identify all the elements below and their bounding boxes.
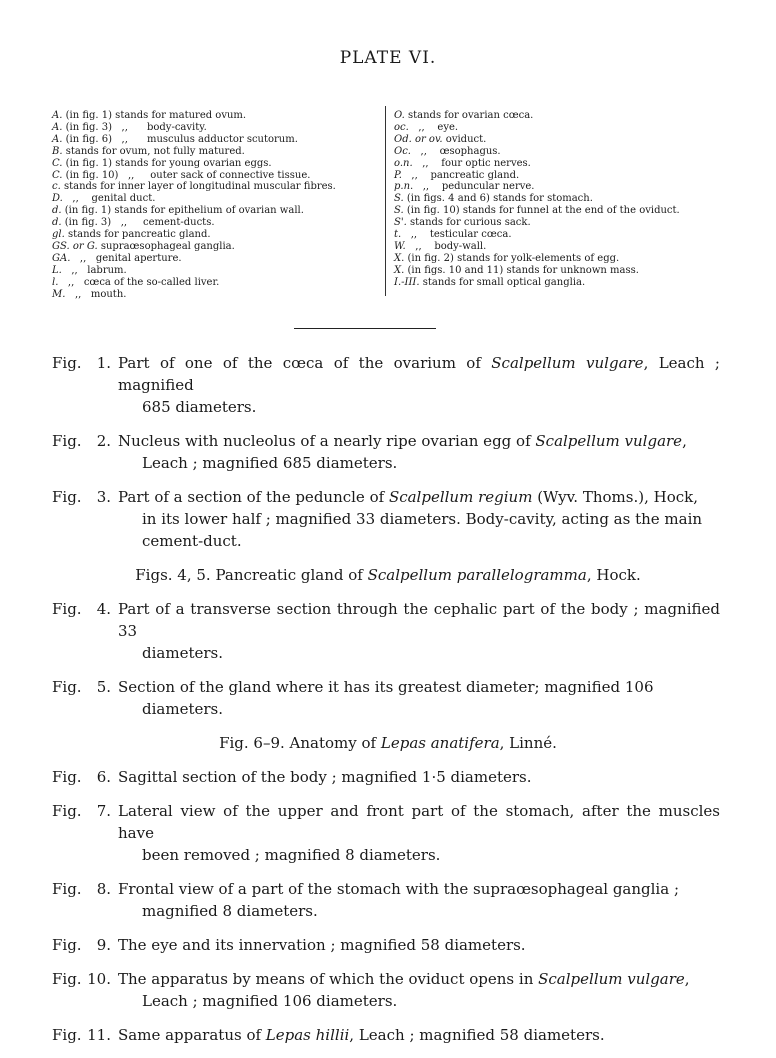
group-heading-figs-6-9 — [0, 732, 776, 754]
fig-number: 10. — [87, 970, 111, 988]
legend-abbreviation: S'. — [394, 217, 407, 229]
caption-text: Leach ; magnified 106 diameters. — [142, 992, 398, 1010]
legend-abbreviation: l. — [52, 276, 59, 288]
legend-description: oviduct. — [445, 133, 487, 145]
legend-abbreviation: C. — [52, 169, 63, 181]
species-name: Scalpellum vulgare — [538, 970, 685, 988]
legend-entry — [394, 193, 724, 205]
caption-fig-10 — [0, 968, 776, 1012]
legend-entry — [52, 229, 382, 241]
legend-description: (in fig. 1) stands for young ovarian eggs. — [65, 157, 272, 169]
legend-abbreviation: d. — [52, 217, 62, 229]
legend-description: (in fig. 10) stands for funnel at the end of the oviduct. — [406, 205, 680, 217]
fig-number: 6. — [96, 768, 111, 786]
legend-abbreviation: S. — [394, 205, 404, 217]
caption-text: , Leach ; magnified — [118, 354, 720, 394]
caption-fig-2 — [0, 430, 776, 474]
caption-text: , — [682, 432, 687, 450]
legend-entry — [394, 253, 724, 265]
caption-fig-6 — [0, 766, 776, 788]
fig-label: Fig. — [52, 1026, 82, 1044]
fig-label: Fig. — [52, 936, 82, 954]
legend-entry — [394, 158, 724, 170]
caption-text: , Leach ; magnified 58 diameters. — [349, 1026, 605, 1044]
fig-number: 9. — [96, 936, 111, 954]
legend-description: (in fig. 10) ,, outer sack of connective tissue. — [65, 169, 311, 181]
legend-entry — [52, 205, 382, 217]
fig-label: Fig. — [52, 768, 82, 786]
species-name: Scalpellum regium — [388, 488, 533, 506]
legend-entry — [52, 253, 382, 265]
legend-abbreviation: I.-III. — [394, 276, 420, 288]
legend-abbreviation: GA. — [52, 252, 71, 264]
caption-text: Nucleus with nucleolus of a nearly ripe ovarian egg of — [118, 432, 536, 450]
legend-abbreviation: X. — [394, 264, 405, 276]
caption-text: Leach ; magnified 685 diameters. — [142, 454, 398, 472]
legend-abbreviation: A. — [52, 110, 63, 121]
legend-right-column — [394, 110, 724, 289]
caption-text: , — [684, 970, 690, 988]
legend-entry — [52, 110, 382, 122]
legend-description: (in fig. 6) ,, musculus adductor scutorum. — [65, 133, 298, 145]
legend-entry — [52, 241, 382, 253]
legend-description: ,, four optic nerves. — [415, 157, 531, 169]
legend-description: ,, testicular cœca. — [404, 229, 512, 241]
legend-entry — [52, 289, 382, 301]
legend-entry — [394, 205, 724, 217]
legend-abbreviation: t. — [394, 229, 402, 241]
fig-label: Fig. — [52, 970, 82, 988]
species-name: Lepas anatifera — [380, 734, 500, 752]
legend-entry — [52, 146, 382, 158]
legend-abbreviation: S. — [394, 193, 404, 205]
fig-number: 4. — [96, 600, 111, 618]
legend-entry — [394, 110, 724, 122]
legend-description: stands for inner layer of longitudinal muscular fibres. — [63, 181, 336, 193]
legend-entry — [394, 170, 724, 182]
legend-abbreviation: W. — [394, 240, 406, 252]
legend-entry — [394, 122, 724, 134]
legend-left-column — [52, 110, 382, 301]
legend-description: stands for ovarian cœca. — [407, 110, 534, 121]
legend-abbreviation: L. — [52, 264, 62, 276]
legend-entry — [394, 265, 724, 277]
legend-abbreviation: A. — [52, 121, 63, 133]
legend-abbreviation: M. — [52, 288, 66, 300]
legend-description: (in fig. 2) stands for yolk-elements of egg. — [407, 252, 620, 264]
legend-entry — [394, 181, 724, 193]
fig-number: 7. — [96, 802, 111, 820]
legend-description: (in figs. 10 and 11) stands for unknown mass. — [407, 264, 639, 276]
section-rule — [294, 328, 436, 329]
legend-description: ,, body-wall. — [408, 240, 487, 252]
caption-fig-3 — [0, 486, 776, 552]
caption-text: Section of the gland where it has its greatest diameter; magnified 106 — [118, 678, 654, 696]
legend-entry — [52, 170, 382, 182]
heading-text: , Hock. — [586, 566, 641, 584]
caption-text: The eye and its innervation ; magnified 58 diameters. — [118, 936, 526, 954]
fig-label: Fig. — [52, 880, 82, 898]
legend-abbreviation: B. — [52, 145, 63, 157]
caption-text: Part of a section of the peduncle of — [118, 488, 389, 506]
legend-entry — [52, 265, 382, 277]
caption-text: Sagittal section of the body ; magnified 1·5 diameters. — [118, 768, 532, 786]
caption-text: Part of a transverse section through the cephalic part of the body ; magnified 33 — [118, 600, 720, 640]
legend-description: stands for ovum, not fully matured. — [65, 145, 245, 157]
legend-description: (in fig. 3) ,, body-cavity. — [65, 121, 207, 133]
legend-abbreviation: p.n. — [394, 181, 414, 193]
fig-label: Fig. — [52, 354, 82, 372]
legend-description: ,, pancreatic gland. — [405, 169, 520, 181]
legend-entry — [394, 134, 724, 146]
legend-description: stands for pancreatic gland. — [67, 229, 211, 241]
legend-entry — [394, 241, 724, 253]
fig-number: 1. — [96, 354, 111, 372]
caption-text: diameters. — [142, 644, 223, 662]
legend-entry — [394, 146, 724, 158]
legend-abbreviation: GS. or G. — [52, 240, 98, 252]
legend-description: (in fig. 1) stands for epithelium of ovarian wall. — [64, 205, 304, 217]
fig-label: Fig. — [52, 432, 82, 450]
fig-number: 5. — [96, 678, 111, 696]
legend-description: (in fig. 3) ,, cement-ducts. — [64, 217, 215, 229]
caption-text: 685 diameters. — [142, 398, 257, 416]
legend-abbreviation: Od. or ov. — [394, 133, 443, 145]
legend-description: (in figs. 4 and 6) stands for stomach. — [406, 193, 593, 205]
caption-text: Same apparatus of — [118, 1026, 266, 1044]
caption-text: cement-duct. — [142, 532, 242, 550]
fig-label: Fig. — [52, 678, 82, 696]
legend-entry — [394, 217, 724, 229]
caption-text: magnified 8 diameters. — [142, 902, 318, 920]
caption-fig-1 — [0, 352, 776, 418]
legend-description: ,, eye. — [412, 121, 459, 133]
species-name: Scalpellum vulgare — [491, 354, 644, 372]
legend-entry — [52, 277, 382, 289]
legend-description: stands for small optical ganglia. — [422, 276, 586, 288]
heading-text: Fig. 6–9. Anatomy of — [219, 734, 381, 752]
plate-title: PLATE VI. — [339, 48, 437, 68]
legend-entry — [52, 181, 382, 193]
caption-text: (Wyv. Thoms.), Hock, — [532, 488, 698, 506]
fig-number: 8. — [96, 880, 111, 898]
legend-description: ,, cœca of the so-called liver. — [61, 276, 220, 288]
legend-divider — [385, 106, 386, 296]
fig-label: Fig. — [52, 802, 82, 820]
caption-fig-5 — [0, 676, 776, 720]
legend-description: ,, peduncular nerve. — [416, 181, 535, 193]
legend-entry — [52, 193, 382, 205]
legend-abbreviation: D. — [52, 193, 63, 205]
caption-text: Frontal view of a part of the stomach with the supraœsophageal ganglia ; — [118, 880, 679, 898]
species-name: Scalpellum vulgare — [535, 432, 683, 450]
legend-abbreviation: Oc. — [394, 145, 411, 157]
caption-fig-7 — [0, 800, 776, 866]
species-name: Lepas hillii — [265, 1026, 350, 1044]
legend-abbreviation: gl. — [52, 229, 65, 241]
caption-fig-4 — [0, 598, 776, 664]
legend-description: ,, œsophagus. — [414, 145, 501, 157]
legend-abbreviation: O. — [394, 110, 405, 121]
legend-entry — [394, 277, 724, 289]
legend-entry — [52, 122, 382, 134]
fig-number: 3. — [96, 488, 111, 506]
legend-abbreviation: c. — [52, 181, 61, 193]
legend-description: ,, labrum. — [65, 264, 127, 276]
caption-text: diameters. — [142, 700, 223, 718]
caption-fig-11 — [0, 1024, 776, 1046]
fig-number: 2. — [96, 432, 111, 450]
legend-entry — [52, 134, 382, 146]
legend-entry — [52, 217, 382, 229]
legend-description: ,, genital aperture. — [73, 252, 182, 264]
legend-abbreviation: C. — [52, 157, 63, 169]
legend-description: ,, mouth. — [68, 288, 127, 300]
legend-description: stands for curious sack. — [409, 217, 531, 229]
caption-text: in its lower half ; magnified 33 diameters. Body-cavity, acting as the main — [142, 510, 703, 528]
legend-abbreviation: o.n. — [394, 157, 413, 169]
legend-abbreviation: X. — [394, 252, 405, 264]
group-heading-figs-4-5 — [0, 564, 776, 586]
caption-text: The apparatus by means of which the oviduct opens in — [118, 970, 539, 988]
fig-number: 11. — [87, 1026, 111, 1044]
legend-description: (in fig. 1) stands for matured ovum. — [65, 110, 247, 121]
legend-entry — [52, 158, 382, 170]
caption-text: been removed ; magnified 8 diameters. — [142, 846, 441, 864]
caption-fig-9 — [0, 934, 776, 956]
fig-label: Fig. — [52, 488, 82, 506]
figure-captions — [0, 352, 776, 1058]
legend-abbreviation: d. — [52, 205, 62, 217]
legend-abbreviation: A. — [52, 133, 63, 145]
species-name: Scalpellum parallelogramma — [367, 566, 587, 584]
heading-text: Figs. 4, 5. Pancreatic gland of — [135, 566, 368, 584]
legend-abbreviation: P. — [394, 169, 402, 181]
legend-abbreviation: oc. — [394, 121, 409, 133]
caption-text: Part of one of the cœca of the ovarium of — [118, 354, 492, 372]
caption-fig-8 — [0, 878, 776, 922]
heading-text: , Linné. — [499, 734, 557, 752]
fig-label: Fig. — [52, 600, 82, 618]
legend-description: supraœsophageal ganglia. — [100, 240, 235, 252]
legend-description: ,, genital duct. — [66, 193, 156, 205]
legend-entry — [394, 229, 724, 241]
caption-text: Lateral view of the upper and front part of the stomach, after the muscles have — [118, 802, 720, 842]
